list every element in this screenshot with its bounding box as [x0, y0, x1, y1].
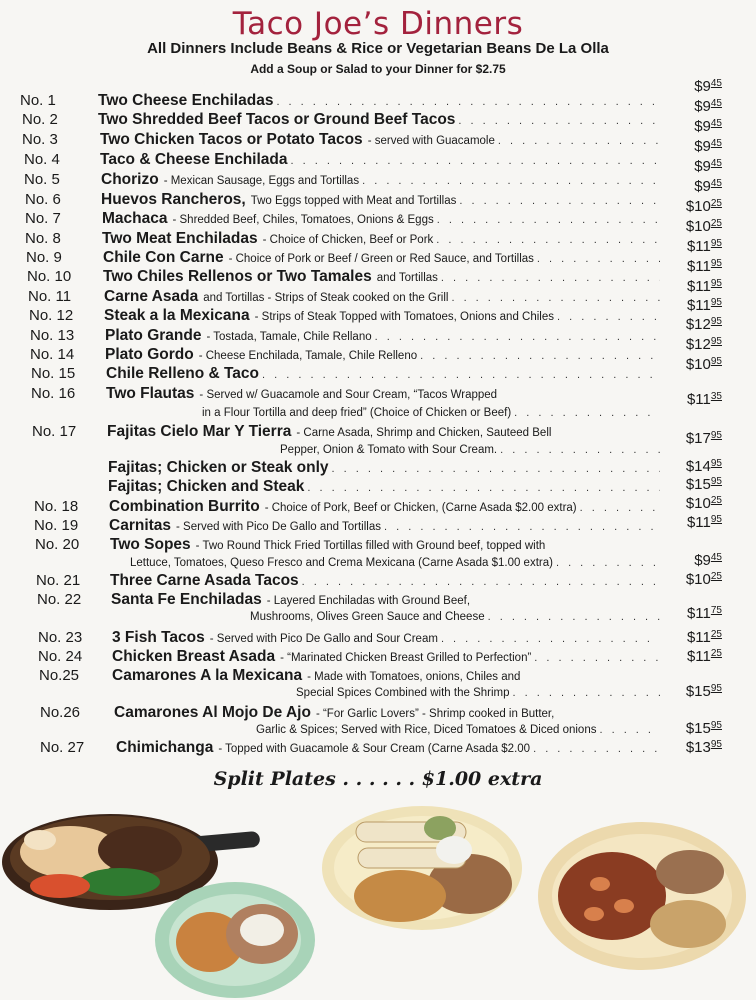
item-number: No. 24	[38, 648, 83, 665]
leader-dots	[375, 331, 660, 343]
item-name: Fajitas Cielo Mar Y Tierra	[107, 423, 292, 440]
item-description: - “Marinated Chicken Breast Grilled to Perfection”	[280, 652, 532, 664]
price-dollars: $11	[686, 297, 711, 314]
item-number: No. 16	[31, 385, 76, 402]
item-price	[686, 356, 722, 373]
item-description-line2: Mushrooms, Olives Green Sauce and Cheese	[250, 611, 485, 623]
leader-dots	[384, 521, 660, 533]
item-line	[108, 478, 660, 496]
leader-dots	[276, 96, 660, 108]
item-name: Machaca	[102, 210, 168, 227]
item-name: Fajitas; Chicken or Steak only	[108, 459, 329, 476]
item-description: - Topped with Guacamole & Sour Cream (Carne Asada $2.00	[218, 743, 531, 755]
price-cents: 95	[710, 297, 722, 308]
leader-dots	[441, 272, 660, 284]
item-description: - Mexican Sausage, Eggs and Tortillas	[163, 175, 360, 187]
item-price	[686, 316, 722, 333]
item-name: Two Shredded Beef Tacos or Ground Beef Tacos	[98, 111, 456, 128]
leader-dots	[488, 611, 660, 623]
item-name: 3 Fish Tacos	[112, 629, 205, 646]
item-price	[686, 458, 722, 475]
price-cents: 95	[710, 476, 722, 487]
item-number: No. 10	[27, 268, 72, 285]
item-description: - Served with Pico De Gallo and Sour Cream	[209, 633, 438, 645]
price-dollars: $11	[686, 629, 711, 646]
item-number: No. 23	[38, 629, 83, 646]
price-cents: 25	[710, 495, 722, 506]
item-price	[687, 391, 722, 408]
item-description-continued	[202, 407, 660, 419]
price-cents: 45	[710, 98, 722, 109]
item-number: No. 19	[34, 517, 79, 534]
item-price	[686, 739, 722, 756]
item-name: Two Chicken Tacos or Potato Tacos	[100, 131, 363, 148]
leader-dots	[537, 253, 660, 265]
item-name: Two Sopes	[110, 536, 191, 553]
leader-dots	[599, 724, 660, 736]
item-name: Two Flautas	[106, 385, 195, 402]
leader-dots	[557, 311, 660, 323]
item-name: Santa Fe Enchiladas	[111, 591, 262, 608]
price-cents: 25	[710, 218, 722, 229]
price-dollars: $15	[685, 720, 711, 737]
price-cents: 45	[710, 138, 722, 149]
item-description: - Served w/ Guacamole and Sour Cream, “Tacos Wrapped	[199, 389, 498, 401]
item-price	[687, 629, 722, 646]
split-plates-note: Split Plates . . . . . . $1.00 extra	[213, 768, 543, 790]
leader-dots	[459, 195, 660, 207]
item-price	[686, 336, 722, 353]
item-price	[686, 683, 722, 700]
item-number: No. 14	[30, 346, 75, 363]
leader-dots	[436, 234, 660, 246]
price-cents: 95	[710, 258, 722, 269]
price-dollars: $15	[685, 476, 711, 493]
item-line	[112, 667, 660, 685]
leader-dots	[451, 292, 660, 304]
price-dollars: $11	[686, 258, 711, 275]
price-cents: 95	[710, 458, 722, 469]
item-name: Three Carne Asada Tacos	[110, 572, 299, 589]
item-price	[687, 648, 722, 665]
item-price	[687, 514, 722, 531]
item-price	[687, 258, 722, 275]
item-number: No. 9	[26, 249, 62, 266]
item-line	[114, 704, 660, 722]
item-description-continued	[280, 444, 660, 456]
item-line	[105, 327, 660, 345]
item-price	[687, 238, 722, 255]
price-dollars: $15	[685, 683, 711, 700]
item-name: Two Meat Enchiladas	[102, 230, 258, 247]
item-description: - Made with Tomatoes, onions, Chiles and	[307, 671, 521, 683]
item-number: No. 20	[35, 536, 80, 553]
item-price	[686, 476, 722, 493]
item-description: - Shredded Beef, Chiles, Tomatoes, Onions & Eggs	[172, 214, 434, 226]
price-cents: 25	[710, 629, 722, 640]
price-dollars: $10	[685, 218, 711, 235]
item-description-line2: Special Spices Combined with the Shrimp	[296, 687, 510, 699]
item-line	[104, 288, 660, 306]
price-cents: 45	[710, 118, 722, 129]
item-number: No.26	[40, 704, 81, 721]
leader-dots	[500, 444, 660, 456]
price-cents: 95	[710, 739, 722, 750]
item-name: Steak a la Mexicana	[104, 307, 250, 324]
leader-dots	[332, 463, 660, 475]
taquitos-plate-photo	[322, 806, 522, 930]
price-cents: 25	[710, 198, 722, 209]
price-cents: 95	[710, 430, 722, 441]
item-line	[98, 92, 660, 110]
price-dollars: $12	[685, 316, 711, 333]
item-number: No. 2	[22, 111, 58, 128]
item-line	[103, 249, 660, 267]
leader-dots	[291, 155, 661, 167]
price-cents: 45	[710, 78, 722, 89]
price-dollars: $9	[694, 552, 711, 569]
item-line	[104, 307, 660, 325]
price-cents: 45	[710, 178, 722, 189]
item-number: No. 21	[36, 572, 81, 589]
price-cents: 95	[710, 336, 722, 347]
price-dollars: $10	[685, 198, 711, 215]
price-dollars: $9	[694, 138, 711, 155]
item-line	[100, 151, 660, 169]
item-line	[102, 210, 660, 228]
item-price	[694, 78, 722, 95]
menu-addon-note: Add a Soup or Salad to your Dinner for $2.75	[250, 62, 506, 76]
price-cents: 75	[710, 605, 722, 616]
item-number: No. 4	[24, 151, 60, 168]
price-cents: 95	[710, 514, 722, 525]
leader-dots	[420, 350, 660, 362]
item-name: Plato Grande	[105, 327, 202, 344]
item-price	[694, 98, 722, 115]
item-name: Chicken Breast Asada	[112, 648, 276, 665]
menu-subtitle: All Dinners Include Beans & Rice or Vegetarian Beans De La Olla	[147, 40, 609, 57]
price-dollars: $9	[694, 158, 711, 175]
item-price	[686, 198, 722, 215]
item-description: - served with Guacamole	[367, 135, 495, 147]
item-name: Chimichanga	[116, 739, 214, 756]
price-cents: 25	[710, 648, 722, 659]
item-price	[694, 158, 722, 175]
item-name: Two Chiles Rellenos or Two Tamales	[103, 268, 372, 285]
price-cents: 95	[710, 238, 722, 249]
price-dollars: $9	[694, 78, 711, 95]
item-line	[109, 517, 660, 535]
item-description: - “For Garlic Lovers” - Shrimp cooked in Butter,	[315, 708, 555, 720]
item-price	[687, 278, 722, 295]
menu-title: Taco Joe’s Dinners	[232, 6, 524, 42]
leader-dots	[302, 576, 660, 588]
item-description: - Choice of Pork, Beef or Chicken, (Carne Asada $2.00 extra)	[264, 502, 577, 514]
item-description-line2: Lettuce, Tomatoes, Queso Fresco and Crema Mexicana (Carne Asada $1.00 extra)	[130, 557, 553, 569]
item-name: Taco & Cheese Enchilada	[100, 151, 288, 168]
price-cents: 95	[710, 720, 722, 731]
item-description: - Choice of Pork or Beef / Green or Red Sauce, and Tortillas	[228, 253, 534, 265]
item-description-line2: Pepper, Onion & Tomato with Sour Cream.	[280, 444, 498, 456]
price-cents: 95	[710, 278, 722, 289]
item-number: No. 22	[37, 591, 82, 608]
food-photos	[0, 800, 756, 1000]
item-price	[686, 495, 722, 512]
leader-dots	[513, 687, 661, 699]
price-dollars: $13	[685, 739, 711, 756]
item-line	[111, 591, 660, 609]
item-number: No. 11	[28, 288, 72, 305]
leader-dots	[556, 557, 660, 569]
item-number: No. 12	[29, 307, 74, 324]
item-price	[686, 430, 722, 447]
beans-rice-side-photo	[155, 882, 315, 998]
price-cents: 25	[710, 571, 722, 582]
price-cents: 95	[710, 683, 722, 694]
item-number: No.25	[39, 667, 80, 684]
item-line	[112, 629, 660, 647]
price-dollars: $17	[685, 430, 711, 447]
item-description: - Choice of Chicken, Beef or Pork	[262, 234, 434, 246]
item-line	[110, 572, 660, 590]
item-number: No. 7	[25, 210, 61, 227]
item-description: Two Eggs topped with Meat and Tortillas	[250, 195, 457, 207]
item-price	[694, 138, 722, 155]
price-cents: 45	[710, 552, 722, 563]
item-price	[694, 552, 722, 569]
item-name: Combination Burrito	[109, 498, 260, 515]
item-number: No. 17	[32, 423, 77, 440]
leader-dots	[534, 652, 660, 664]
item-line	[102, 230, 660, 248]
item-description: - Served with Pico De Gallo and Tortillas	[176, 521, 381, 533]
item-line	[106, 385, 660, 403]
leader-dots	[441, 633, 660, 645]
item-description-continued	[296, 687, 660, 699]
price-dollars: $11	[686, 514, 711, 531]
price-cents: 35	[710, 391, 722, 402]
leader-dots	[437, 214, 660, 226]
leader-dots	[458, 115, 660, 127]
price-dollars: $14	[685, 458, 711, 475]
price-dollars: $11	[686, 391, 711, 408]
item-number: No. 6	[25, 191, 61, 208]
item-description-line2: in a Flour Tortilla and deep fried” (Choice of Chicken or Beef)	[202, 407, 512, 419]
item-description: - Two Round Thick Fried Tortillas filled with Ground beef, topped with	[195, 540, 546, 552]
item-name: Camarones Al Mojo De Ajo	[114, 704, 311, 721]
item-name: Camarones A la Mexicana	[112, 667, 303, 684]
item-description: - Strips of Steak Topped with Tomatoes, Onions and Chiles	[254, 311, 555, 323]
price-dollars: $11	[686, 605, 711, 622]
item-name: Plato Gordo	[105, 346, 194, 363]
item-line	[108, 459, 660, 477]
item-number: No. 8	[25, 230, 61, 247]
price-dollars: $9	[694, 118, 711, 135]
item-line	[98, 111, 660, 129]
item-name: Chile Relleno & Taco	[106, 365, 260, 382]
item-number: No. 1	[20, 92, 56, 109]
camarones-plate-photo	[538, 822, 746, 970]
price-dollars: $9	[694, 178, 711, 195]
item-name: Carne Asada	[104, 288, 199, 305]
item-price	[694, 178, 722, 195]
item-line	[112, 648, 660, 666]
item-line	[105, 346, 660, 364]
price-dollars: $11	[686, 238, 711, 255]
item-name: Chile Con Carne	[103, 249, 224, 266]
item-description: - Tostada, Tamale, Chile Rellano	[206, 331, 372, 343]
item-price	[686, 720, 722, 737]
item-price	[686, 571, 722, 588]
price-dollars: $11	[686, 278, 711, 295]
item-line	[100, 131, 660, 149]
leader-dots	[580, 502, 660, 514]
price-cents: 45	[710, 158, 722, 169]
item-line	[106, 365, 660, 383]
item-name: Carnitas	[109, 517, 172, 534]
leader-dots	[533, 743, 660, 755]
item-description: and Tortillas - Strips of Steak cooked on the Grill	[203, 292, 449, 304]
item-name: Fajitas; Chicken and Steak	[108, 478, 305, 495]
leader-dots	[498, 135, 660, 147]
item-description: - Cheese Enchilada, Tamale, Chile Relleno	[198, 350, 418, 362]
item-description-line2: Garlic & Spices; Served with Rice, Diced Tomatoes & Diced onions	[256, 724, 597, 736]
item-number: No. 3	[22, 131, 58, 148]
item-price	[687, 297, 722, 314]
leader-dots	[514, 407, 660, 419]
item-number: No. 5	[24, 171, 60, 188]
price-dollars: $9	[694, 98, 711, 115]
item-line	[107, 423, 660, 441]
item-number: No. 15	[31, 365, 76, 382]
leader-dots	[307, 482, 660, 494]
item-description: and Tortillas	[376, 272, 438, 284]
item-number: No. 13	[30, 327, 75, 344]
item-number: No. 27	[40, 739, 85, 756]
item-name: Two Cheese Enchiladas	[98, 92, 274, 109]
item-name: Huevos Rancheros,	[101, 191, 246, 208]
leader-dots	[262, 369, 660, 381]
item-price	[686, 218, 722, 235]
item-description: - Carne Asada, Shrimp and Chicken, Sauteed Bell	[296, 427, 552, 439]
item-price	[694, 118, 722, 135]
item-price	[687, 605, 722, 622]
item-line	[101, 171, 660, 189]
item-description-continued	[130, 557, 660, 569]
price-cents: 95	[710, 356, 722, 367]
price-dollars: $12	[685, 336, 711, 353]
leader-dots	[362, 175, 660, 187]
item-description-continued	[256, 724, 660, 736]
item-line	[101, 191, 660, 209]
price-cents: 95	[710, 316, 722, 327]
price-dollars: $10	[685, 571, 711, 588]
item-line	[116, 739, 660, 757]
item-line	[109, 498, 660, 516]
price-dollars: $11	[686, 648, 711, 665]
price-dollars: $10	[685, 356, 711, 373]
item-line	[110, 536, 660, 554]
item-description: - Layered Enchiladas with Ground Beef,	[266, 595, 471, 607]
item-line	[103, 268, 660, 286]
item-number: No. 18	[34, 498, 79, 515]
item-name: Chorizo	[101, 171, 159, 188]
item-description-continued	[250, 611, 660, 623]
price-dollars: $10	[685, 495, 711, 512]
